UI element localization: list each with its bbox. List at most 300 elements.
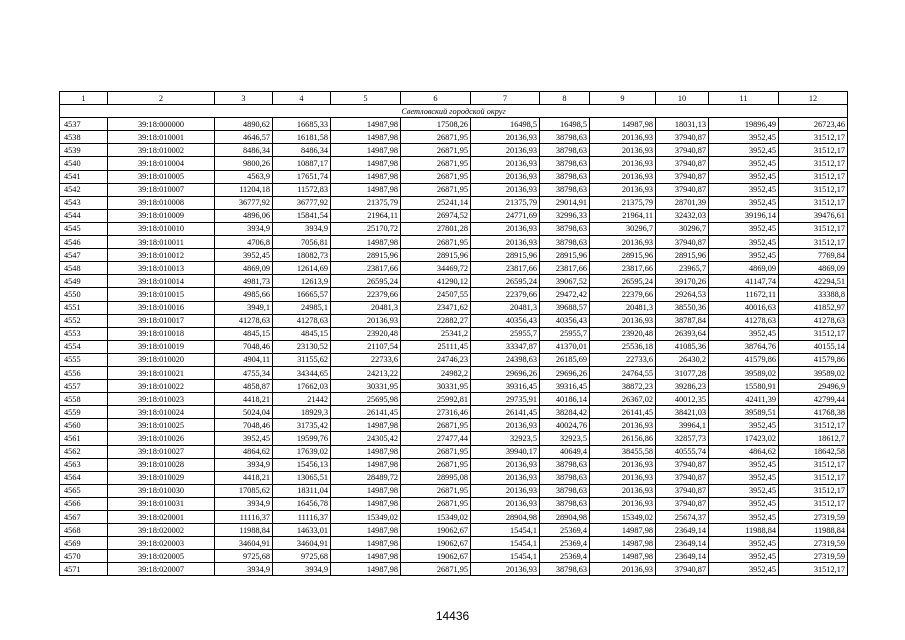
row-number-cell: 4571 [60, 563, 108, 576]
value-cell: 23920,48 [331, 327, 401, 340]
value-cell: 3952,45 [709, 458, 779, 471]
value-cell: 11572,83 [273, 183, 331, 196]
cadastral-number-cell: 39:18:010030 [108, 484, 215, 497]
value-cell: 40356,43 [540, 314, 590, 327]
value-cell: 16181,58 [273, 131, 331, 144]
value-cell: 40016,63 [709, 301, 779, 314]
value-cell: 41290,12 [401, 275, 471, 288]
column-header: 4 [273, 92, 331, 105]
value-cell: 29696,26 [471, 366, 540, 379]
value-cell: 3934,9 [273, 563, 331, 576]
table-row [60, 262, 848, 275]
column-header: 12 [779, 92, 848, 105]
value-cell: 28915,96 [471, 249, 540, 262]
value-cell: 38798,63 [540, 484, 590, 497]
value-cell: 21375,79 [471, 196, 540, 209]
value-cell: 11988,84 [779, 524, 848, 537]
value-cell: 26156,86 [590, 432, 656, 445]
value-cell: 3934,9 [215, 563, 273, 576]
value-cell: 29014,91 [540, 196, 590, 209]
value-cell: 38798,63 [540, 497, 590, 510]
value-cell: 14987,98 [331, 563, 401, 576]
table-row [60, 537, 848, 550]
value-cell: 28915,96 [401, 249, 471, 262]
row-number-cell: 4545 [60, 222, 108, 235]
row-number-cell: 4570 [60, 550, 108, 563]
table-row [60, 196, 848, 209]
value-cell: 38798,63 [540, 157, 590, 170]
table-row [60, 563, 848, 576]
table-row [60, 209, 848, 222]
value-cell: 14987,98 [590, 537, 656, 550]
cadastral-number-cell: 39:18:000000 [108, 118, 215, 131]
value-cell: 29264,53 [656, 288, 709, 301]
value-cell: 3934,9 [215, 497, 273, 510]
value-cell: 26871,95 [401, 183, 471, 196]
cadastral-number-cell: 39:18:010012 [108, 249, 215, 262]
value-cell: 41852,97 [779, 301, 848, 314]
value-cell: 3934,9 [215, 222, 273, 235]
row-number-cell: 4556 [60, 366, 108, 379]
value-cell: 26871,95 [401, 236, 471, 249]
value-cell: 30331,95 [331, 380, 401, 393]
value-cell: 25241,14 [401, 196, 471, 209]
value-cell: 26871,95 [401, 563, 471, 576]
value-cell: 38798,63 [540, 170, 590, 183]
cadastral-value-table [59, 91, 848, 576]
value-cell: 23965,7 [656, 262, 709, 275]
value-cell: 3949,1 [215, 301, 273, 314]
value-cell: 10887,17 [273, 157, 331, 170]
value-cell: 37940,87 [656, 183, 709, 196]
cadastral-number-cell: 39:18:010024 [108, 406, 215, 419]
value-cell: 20136,93 [471, 484, 540, 497]
table-row [60, 511, 848, 524]
cadastral-number-cell: 39:18:010031 [108, 497, 215, 510]
value-cell: 31512,17 [779, 170, 848, 183]
cadastral-number-cell: 39:18:010004 [108, 157, 215, 170]
value-cell: 22733,6 [331, 353, 401, 366]
value-cell: 15454,1 [471, 537, 540, 550]
row-number-cell: 4551 [60, 301, 108, 314]
row-number-cell: 4540 [60, 157, 108, 170]
value-cell: 17085,62 [215, 484, 273, 497]
cadastral-number-cell: 39:18:010008 [108, 196, 215, 209]
value-cell: 14987,98 [331, 484, 401, 497]
value-cell: 34604,91 [215, 537, 273, 550]
row-number-cell: 4569 [60, 537, 108, 550]
value-cell: 40024,76 [540, 419, 590, 432]
row-number-cell: 4544 [60, 209, 108, 222]
value-cell: 41278,63 [709, 314, 779, 327]
value-cell: 16498,5 [540, 118, 590, 131]
table-row [60, 340, 848, 353]
value-cell: 39316,45 [540, 380, 590, 393]
cadastral-number-cell: 39:18:010014 [108, 275, 215, 288]
value-cell: 23817,66 [331, 262, 401, 275]
value-cell: 39067,52 [540, 275, 590, 288]
value-cell: 30296,7 [656, 222, 709, 235]
value-cell: 8486,34 [273, 144, 331, 157]
value-cell: 26595,24 [471, 275, 540, 288]
cadastral-number-cell: 39:18:010021 [108, 366, 215, 379]
value-cell: 37940,87 [656, 563, 709, 576]
table-row [60, 288, 848, 301]
value-cell: 15349,02 [590, 511, 656, 524]
table-row [60, 157, 848, 170]
value-cell: 14987,98 [331, 524, 401, 537]
value-cell: 26185,69 [540, 353, 590, 366]
value-cell: 32923,5 [540, 432, 590, 445]
row-number-cell: 4538 [60, 131, 108, 144]
table-row [60, 144, 848, 157]
value-cell: 23817,66 [540, 262, 590, 275]
value-cell: 31512,17 [779, 484, 848, 497]
value-cell: 9725,68 [215, 550, 273, 563]
value-cell: 25369,4 [540, 537, 590, 550]
value-cell: 28915,96 [331, 249, 401, 262]
table-row [60, 432, 848, 445]
value-cell: 33388,8 [779, 288, 848, 301]
value-cell: 4869,09 [215, 262, 273, 275]
cadastral-number-cell: 39:18:010011 [108, 236, 215, 249]
table-row [60, 524, 848, 537]
value-cell: 3952,45 [709, 222, 779, 235]
value-cell: 21964,11 [331, 209, 401, 222]
value-cell: 39589,02 [709, 366, 779, 379]
value-cell: 20136,93 [590, 497, 656, 510]
value-cell: 27801,28 [401, 222, 471, 235]
row-number-cell: 4542 [60, 183, 108, 196]
value-cell: 37940,87 [656, 471, 709, 484]
value-cell: 20481,3 [590, 301, 656, 314]
value-cell: 7048,46 [215, 340, 273, 353]
value-cell: 24213,22 [331, 366, 401, 379]
value-cell: 15349,02 [401, 511, 471, 524]
column-header: 8 [540, 92, 590, 105]
value-cell: 14987,98 [590, 118, 656, 131]
value-cell: 42294,51 [779, 275, 848, 288]
value-cell: 18082,73 [273, 249, 331, 262]
value-cell: 26871,95 [401, 131, 471, 144]
value-cell: 39940,17 [471, 445, 540, 458]
column-header: 10 [656, 92, 709, 105]
value-cell: 7048,46 [215, 419, 273, 432]
value-cell: 28915,96 [590, 249, 656, 262]
value-cell: 26723,46 [779, 118, 848, 131]
row-number-cell: 4567 [60, 511, 108, 524]
value-cell: 40555,74 [656, 445, 709, 458]
value-cell: 36777,92 [215, 196, 273, 209]
value-cell: 11672,11 [709, 288, 779, 301]
value-cell: 20136,93 [331, 314, 401, 327]
value-cell: 42799,44 [779, 393, 848, 406]
value-cell: 31512,17 [779, 458, 848, 471]
row-number-cell: 4561 [60, 432, 108, 445]
value-cell: 29496,9 [779, 380, 848, 393]
value-cell: 4896,06 [215, 209, 273, 222]
value-cell: 24398,63 [471, 353, 540, 366]
row-number-cell: 4548 [60, 262, 108, 275]
value-cell: 3934,9 [273, 222, 331, 235]
value-cell: 26393,64 [656, 327, 709, 340]
cadastral-number-cell: 39:18:010013 [108, 262, 215, 275]
value-cell: 4563,9 [215, 170, 273, 183]
value-cell: 4845,15 [273, 327, 331, 340]
value-cell: 24982,2 [401, 366, 471, 379]
value-cell: 22733,6 [590, 353, 656, 366]
value-cell: 24771,69 [471, 209, 540, 222]
row-number-cell: 4543 [60, 196, 108, 209]
value-cell: 18642,58 [779, 445, 848, 458]
table-row [60, 183, 848, 196]
value-cell: 37940,87 [656, 484, 709, 497]
value-cell: 37940,87 [656, 170, 709, 183]
value-cell: 31512,17 [779, 131, 848, 144]
table-row [60, 419, 848, 432]
value-cell: 22379,66 [331, 288, 401, 301]
value-cell: 41085,36 [656, 340, 709, 353]
value-cell: 41278,63 [779, 314, 848, 327]
value-cell: 32857,73 [656, 432, 709, 445]
value-cell: 14987,98 [331, 537, 401, 550]
value-cell: 3952,45 [709, 484, 779, 497]
value-cell: 14987,98 [331, 118, 401, 131]
row-number-cell: 4565 [60, 484, 108, 497]
value-cell: 3952,45 [709, 157, 779, 170]
cadastral-number-cell: 39:18:010017 [108, 314, 215, 327]
value-cell: 3934,9 [215, 458, 273, 471]
value-cell: 31512,17 [779, 196, 848, 209]
value-cell: 37940,87 [656, 157, 709, 170]
cadastral-number-cell: 39:18:010018 [108, 327, 215, 340]
table-row [60, 471, 848, 484]
value-cell: 3952,45 [709, 170, 779, 183]
value-cell: 39589,51 [709, 406, 779, 419]
value-cell: 30296,7 [590, 222, 656, 235]
value-cell: 4755,34 [215, 366, 273, 379]
value-cell: 25536,18 [590, 340, 656, 353]
value-cell: 4869,09 [779, 262, 848, 275]
value-cell: 3952,45 [709, 511, 779, 524]
value-cell: 16685,33 [273, 118, 331, 131]
value-cell: 25955,7 [540, 327, 590, 340]
value-cell: 4890,62 [215, 118, 273, 131]
cadastral-number-cell: 39:18:010029 [108, 471, 215, 484]
value-cell: 23649,14 [656, 550, 709, 563]
value-cell: 23817,66 [590, 262, 656, 275]
value-cell: 31512,17 [779, 327, 848, 340]
table-row [60, 170, 848, 183]
value-cell: 5024,04 [215, 406, 273, 419]
value-cell: 3952,45 [215, 432, 273, 445]
value-cell: 14987,98 [331, 497, 401, 510]
value-cell: 41579,86 [779, 353, 848, 366]
value-cell: 9725,68 [273, 550, 331, 563]
value-cell: 31512,17 [779, 236, 848, 249]
value-cell: 20136,93 [590, 144, 656, 157]
value-cell: 25170,72 [331, 222, 401, 235]
value-cell: 20136,93 [471, 458, 540, 471]
value-cell: 3952,45 [709, 497, 779, 510]
row-number-cell: 4558 [60, 393, 108, 406]
value-cell: 3952,45 [709, 537, 779, 550]
value-cell: 41579,86 [709, 353, 779, 366]
value-cell: 15580,91 [709, 380, 779, 393]
value-cell: 18612,7 [779, 432, 848, 445]
column-header: 2 [108, 92, 215, 105]
value-cell: 18031,13 [656, 118, 709, 131]
value-cell: 25674,37 [656, 511, 709, 524]
table-body [60, 92, 848, 576]
table-row [60, 353, 848, 366]
value-cell: 3952,45 [709, 196, 779, 209]
value-cell: 39589,02 [779, 366, 848, 379]
value-cell: 26141,45 [471, 406, 540, 419]
value-cell: 34604,91 [273, 537, 331, 550]
value-cell: 31512,17 [779, 497, 848, 510]
value-cell: 11988,84 [709, 524, 779, 537]
value-cell: 14987,98 [331, 170, 401, 183]
cadastral-number-cell: 39:18:010007 [108, 183, 215, 196]
value-cell: 33347,87 [471, 340, 540, 353]
value-cell: 11116,37 [273, 511, 331, 524]
value-cell: 25369,4 [540, 550, 590, 563]
value-cell: 23471,62 [401, 301, 471, 314]
value-cell: 20136,93 [590, 183, 656, 196]
value-cell: 20136,93 [471, 563, 540, 576]
value-cell: 15841,54 [273, 209, 331, 222]
value-cell: 38550,36 [656, 301, 709, 314]
value-cell: 20136,93 [590, 484, 656, 497]
value-cell: 39286,23 [656, 380, 709, 393]
value-cell: 31512,17 [779, 144, 848, 157]
table-row [60, 301, 848, 314]
value-cell: 19599,76 [273, 432, 331, 445]
value-cell: 39196,14 [709, 209, 779, 222]
value-cell: 38787,84 [656, 314, 709, 327]
row-number-cell: 4557 [60, 380, 108, 393]
cadastral-number-cell: 39:18:010020 [108, 353, 215, 366]
value-cell: 31512,17 [779, 157, 848, 170]
value-cell: 19062,67 [401, 537, 471, 550]
value-cell: 4864,62 [215, 445, 273, 458]
value-cell: 3952,45 [709, 183, 779, 196]
value-cell: 4869,09 [709, 262, 779, 275]
value-cell: 25341,2 [401, 327, 471, 340]
table-row [60, 131, 848, 144]
table-row [60, 458, 848, 471]
cadastral-number-cell: 39:18:010019 [108, 340, 215, 353]
value-cell: 28915,96 [656, 249, 709, 262]
value-cell: 38798,63 [540, 236, 590, 249]
row-number-cell: 4564 [60, 471, 108, 484]
value-cell: 21442 [273, 393, 331, 406]
value-cell: 14987,98 [331, 157, 401, 170]
value-cell: 4845,15 [215, 327, 273, 340]
value-cell: 20481,3 [331, 301, 401, 314]
value-cell: 23817,66 [471, 262, 540, 275]
value-cell: 27319,59 [779, 537, 848, 550]
value-cell: 32923,5 [471, 432, 540, 445]
row-number-cell: 4554 [60, 340, 108, 353]
value-cell: 20136,93 [471, 170, 540, 183]
value-cell: 31512,17 [779, 183, 848, 196]
value-cell: 38798,63 [540, 471, 590, 484]
value-cell: 18929,3 [273, 406, 331, 419]
value-cell: 21964,11 [590, 209, 656, 222]
value-cell: 4706,8 [215, 236, 273, 249]
value-cell: 31512,17 [779, 222, 848, 235]
value-cell: 40155,14 [779, 340, 848, 353]
value-cell: 20136,93 [471, 131, 540, 144]
value-cell: 20136,93 [471, 183, 540, 196]
value-cell: 13065,51 [273, 471, 331, 484]
value-cell: 16498,5 [471, 118, 540, 131]
value-cell: 40649,4 [540, 445, 590, 458]
value-cell: 23130,52 [273, 340, 331, 353]
value-cell: 25992,81 [401, 393, 471, 406]
value-cell: 29472,42 [540, 288, 590, 301]
value-cell: 11988,84 [215, 524, 273, 537]
value-cell: 34344,65 [273, 366, 331, 379]
table-row [60, 484, 848, 497]
value-cell: 40012,35 [656, 393, 709, 406]
value-cell: 20136,93 [590, 563, 656, 576]
value-cell: 11204,18 [215, 183, 273, 196]
table-row [60, 118, 848, 131]
value-cell: 15349,02 [331, 511, 401, 524]
cadastral-number-cell: 39:18:010027 [108, 445, 215, 458]
cadastral-number-cell: 39:18:010022 [108, 380, 215, 393]
value-cell: 3952,45 [709, 236, 779, 249]
value-cell: 12613,9 [273, 275, 331, 288]
value-cell: 20136,93 [471, 236, 540, 249]
table-row [60, 366, 848, 379]
value-cell: 4646,57 [215, 131, 273, 144]
page-number: 14436 [435, 609, 470, 623]
value-cell: 24507,55 [401, 288, 471, 301]
value-cell: 17508,26 [401, 118, 471, 131]
value-cell: 3952,45 [709, 419, 779, 432]
table-row [60, 445, 848, 458]
value-cell: 38421,03 [656, 406, 709, 419]
cadastral-number-cell: 39:18:020002 [108, 524, 215, 537]
value-cell: 29696,26 [540, 366, 590, 379]
value-cell: 24985,1 [273, 301, 331, 314]
value-cell: 40356,43 [471, 314, 540, 327]
value-cell: 4858,87 [215, 380, 273, 393]
value-cell: 41768,38 [779, 406, 848, 419]
value-cell: 20136,93 [471, 157, 540, 170]
value-cell: 37940,87 [656, 236, 709, 249]
value-cell: 14987,98 [331, 550, 401, 563]
value-cell: 17639,02 [273, 445, 331, 458]
value-cell: 26141,45 [590, 406, 656, 419]
table-row [60, 406, 848, 419]
value-cell: 26595,24 [331, 275, 401, 288]
value-cell: 27319,59 [779, 550, 848, 563]
value-cell: 38798,63 [540, 458, 590, 471]
value-cell: 4981,73 [215, 275, 273, 288]
value-cell: 3952,45 [709, 563, 779, 576]
value-cell: 14987,98 [331, 131, 401, 144]
value-cell: 11116,37 [215, 511, 273, 524]
row-number-cell: 4539 [60, 144, 108, 157]
value-cell: 7769,84 [779, 249, 848, 262]
value-cell: 15454,1 [471, 524, 540, 537]
value-cell: 37940,87 [656, 458, 709, 471]
